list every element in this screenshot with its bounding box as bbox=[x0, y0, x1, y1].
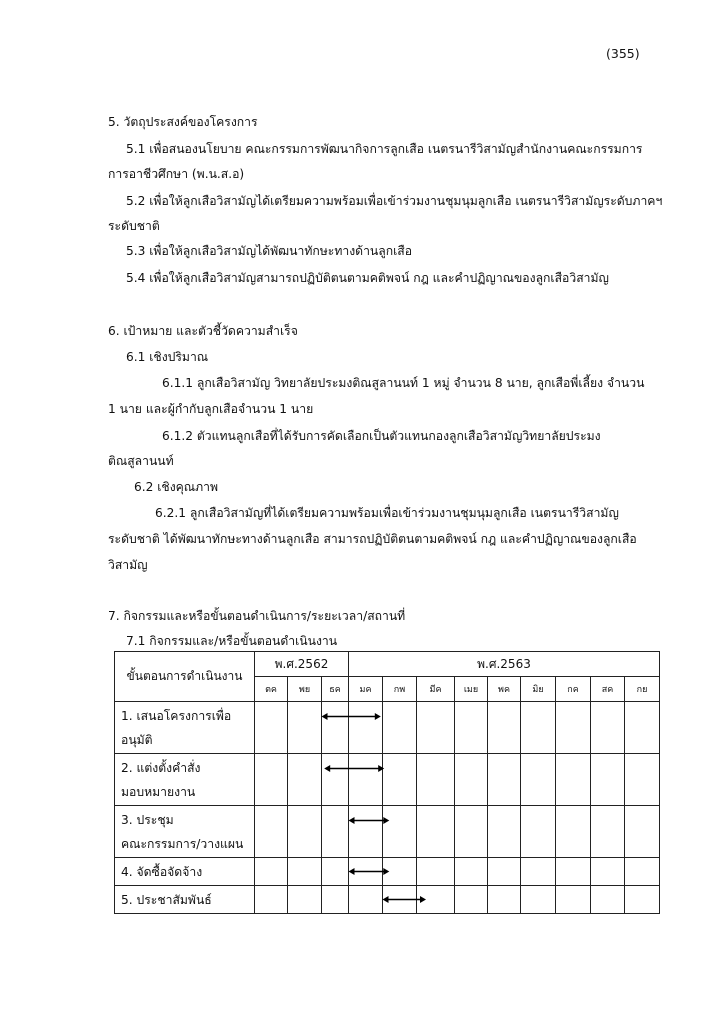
month-cell bbox=[591, 858, 625, 886]
month-header: ตค bbox=[255, 677, 288, 702]
step-cell bbox=[115, 886, 255, 914]
section5-heading: 5. วัตถุประสงค์ของโครงการ bbox=[108, 115, 258, 129]
month-cell bbox=[455, 806, 488, 858]
step-text: อนุมัติ bbox=[121, 732, 153, 747]
month-cell bbox=[288, 858, 322, 886]
month-cell bbox=[556, 806, 591, 858]
objective-5-2-line2: ระดับชาติ bbox=[108, 219, 160, 233]
year-header: พ.ศ.2562 bbox=[255, 652, 349, 677]
table-row bbox=[115, 702, 660, 754]
month-cell bbox=[349, 886, 383, 914]
month-cell bbox=[383, 754, 417, 806]
month-cell bbox=[255, 702, 288, 754]
month-cell bbox=[521, 754, 556, 806]
table-row bbox=[115, 858, 660, 886]
month-header: กค bbox=[556, 677, 591, 702]
month-cell bbox=[349, 806, 383, 858]
table-row bbox=[115, 754, 660, 806]
month-cell bbox=[591, 702, 625, 754]
step-cell bbox=[115, 858, 255, 886]
month-cell bbox=[322, 702, 349, 754]
month-header: พย bbox=[288, 677, 322, 702]
month-cell bbox=[521, 806, 556, 858]
month-cell bbox=[288, 806, 322, 858]
month-cell bbox=[322, 806, 349, 858]
month-cell bbox=[417, 806, 455, 858]
objective-5-1-line2: การอาชีวศึกษา (พ.น.ส.อ) bbox=[108, 167, 245, 181]
month-cell bbox=[625, 886, 660, 914]
month-header: มค bbox=[349, 677, 383, 702]
target-6-1-2-line2: ติณสูลานนท์ bbox=[108, 454, 174, 468]
step-text: คณะกรรมการ/วางแผน bbox=[121, 836, 244, 851]
target-6-1-1-line1: 6.1.1 ลูกเสือวิสามัญ วิทยาลัยประมงติณสูลานนท์ 1 หมู่ จำนวน 8 นาย, ลูกเสือพี่เลี้ยง จำนวน bbox=[162, 376, 645, 390]
month-cell bbox=[349, 702, 383, 754]
step-text: มอบหมายงาน bbox=[121, 784, 196, 799]
month-header: พค bbox=[488, 677, 521, 702]
activities-heading: 7.1 กิจกรรมและ/หรือขั้นตอนดำเนินงาน bbox=[126, 634, 338, 648]
month-cell bbox=[255, 858, 288, 886]
month-cell bbox=[455, 858, 488, 886]
month-cell bbox=[591, 754, 625, 806]
month-cell bbox=[322, 858, 349, 886]
month-cell bbox=[383, 886, 417, 914]
target-6-2-1-line2: ระดับชาติ ได้พัฒนาทักษะทางด้านลูกเสือ สามารถปฏิบัติตนตามคติพจน์ กฎ และคำปฏิญาณของลูกเสือ bbox=[108, 532, 637, 546]
month-cell bbox=[288, 754, 322, 806]
month-cell bbox=[625, 702, 660, 754]
month-cell bbox=[556, 858, 591, 886]
month-cell bbox=[591, 886, 625, 914]
month-cell bbox=[488, 858, 521, 886]
month-header: เมย bbox=[455, 677, 488, 702]
month-cell bbox=[625, 858, 660, 886]
month-header: มิย bbox=[521, 677, 556, 702]
month-cell bbox=[417, 886, 455, 914]
month-cell bbox=[383, 702, 417, 754]
month-cell bbox=[625, 806, 660, 858]
month-cell bbox=[255, 806, 288, 858]
step-cell bbox=[115, 754, 255, 806]
year-header: พ.ศ.2563 bbox=[349, 652, 660, 677]
step-text: 4. จัดซื้อจัดจ้าง bbox=[121, 864, 203, 879]
table-row bbox=[115, 806, 660, 858]
step-text: 3. ประชุม bbox=[121, 812, 174, 827]
month-cell bbox=[255, 754, 288, 806]
month-cell bbox=[556, 702, 591, 754]
month-cell bbox=[417, 858, 455, 886]
step-text: 5. ประชาสัมพันธ์ bbox=[121, 892, 212, 907]
objective-5-4: 5.4 เพื่อให้ลูกเสือวิสามัญสามารถปฏิบัติตนตามคติพจน์ กฎ และคำปฏิญาณของลูกเสือวิสามัญ bbox=[126, 271, 609, 285]
month-cell bbox=[488, 886, 521, 914]
quantity-heading: 6.1 เชิงปริมาณ bbox=[126, 350, 209, 364]
month-cell bbox=[455, 754, 488, 806]
month-cell bbox=[488, 702, 521, 754]
month-cell bbox=[521, 858, 556, 886]
month-header: มีค bbox=[417, 677, 455, 702]
month-cell bbox=[322, 886, 349, 914]
step-cell bbox=[115, 702, 255, 754]
table-row bbox=[115, 886, 660, 914]
month-header: กย bbox=[625, 677, 660, 702]
month-header: กพ bbox=[383, 677, 417, 702]
target-6-2-1-line3: วิสามัญ bbox=[108, 558, 148, 572]
objective-5-2-line1: 5.2 เพื่อให้ลูกเสือวิสามัญได้เตรียมความพร้อมเพื่อเข้าร่วมงานชุมนุมลูกเสือ เนตรนารีวิสามัญระดับภาคฯ bbox=[126, 194, 663, 208]
section7-heading: 7. กิจกรรมและหรือขั้นตอนดำเนินการ/ระยะเวลา/สถานที่ bbox=[108, 609, 406, 623]
objective-5-1-line1: 5.1 เพื่อสนองนโยบาย คณะกรรมการพัฒนากิจการลูกเสือ เนตรนารีวิสามัญสำนักงานคณะกรรมการ bbox=[126, 142, 643, 156]
month-cell bbox=[288, 702, 322, 754]
month-cell bbox=[488, 806, 521, 858]
page-number: (355) bbox=[606, 46, 640, 61]
month-cell bbox=[383, 858, 417, 886]
target-6-1-1-line2: 1 นาย และผู้กำกับลูกเสือจำนวน 1 นาย bbox=[108, 402, 314, 416]
section6-heading: 6. เป้าหมาย และตัวชี้วัดความสำเร็จ bbox=[108, 324, 298, 338]
target-6-2-1-line1: 6.2.1 ลูกเสือวิสามัญที่ได้เตรียมความพร้อมเพื่อเข้าร่วมงานชุมนุมลูกเสือ เนตรนารีวิสามัญ bbox=[155, 506, 619, 520]
activity-schedule-table bbox=[114, 651, 660, 914]
month-cell bbox=[556, 886, 591, 914]
month-cell bbox=[255, 886, 288, 914]
month-cell bbox=[488, 754, 521, 806]
month-cell bbox=[591, 806, 625, 858]
step-column-header: ขั้นตอนการดำเนินงาน bbox=[115, 652, 255, 702]
target-6-1-2-line1: 6.1.2 ตัวแทนลูกเสือที่ได้รับการคัดเลือกเป็นตัวแทนกองลูกเสือวิสามัญวิทยาลัยประมง bbox=[162, 429, 601, 443]
month-cell bbox=[349, 754, 383, 806]
month-cell bbox=[556, 754, 591, 806]
month-cell bbox=[288, 886, 322, 914]
step-cell bbox=[115, 806, 255, 858]
quality-heading: 6.2 เชิงคุณภาพ bbox=[134, 480, 219, 494]
month-cell bbox=[322, 754, 349, 806]
month-cell bbox=[383, 806, 417, 858]
month-cell bbox=[349, 858, 383, 886]
month-cell bbox=[455, 886, 488, 914]
step-text: 1. เสนอโครงการเพื่อ bbox=[121, 708, 232, 723]
month-header: สค bbox=[591, 677, 625, 702]
step-text: 2. แต่งตั้งคำสั่ง bbox=[121, 760, 201, 775]
month-cell bbox=[417, 754, 455, 806]
month-cell bbox=[521, 886, 556, 914]
month-cell bbox=[521, 702, 556, 754]
month-header: ธค bbox=[322, 677, 349, 702]
objective-5-3: 5.3 เพื่อให้ลูกเสือวิสามัญได้พัฒนาทักษะทางด้านลูกเสือ bbox=[126, 244, 413, 258]
month-cell bbox=[417, 702, 455, 754]
month-cell bbox=[455, 702, 488, 754]
month-cell bbox=[625, 754, 660, 806]
